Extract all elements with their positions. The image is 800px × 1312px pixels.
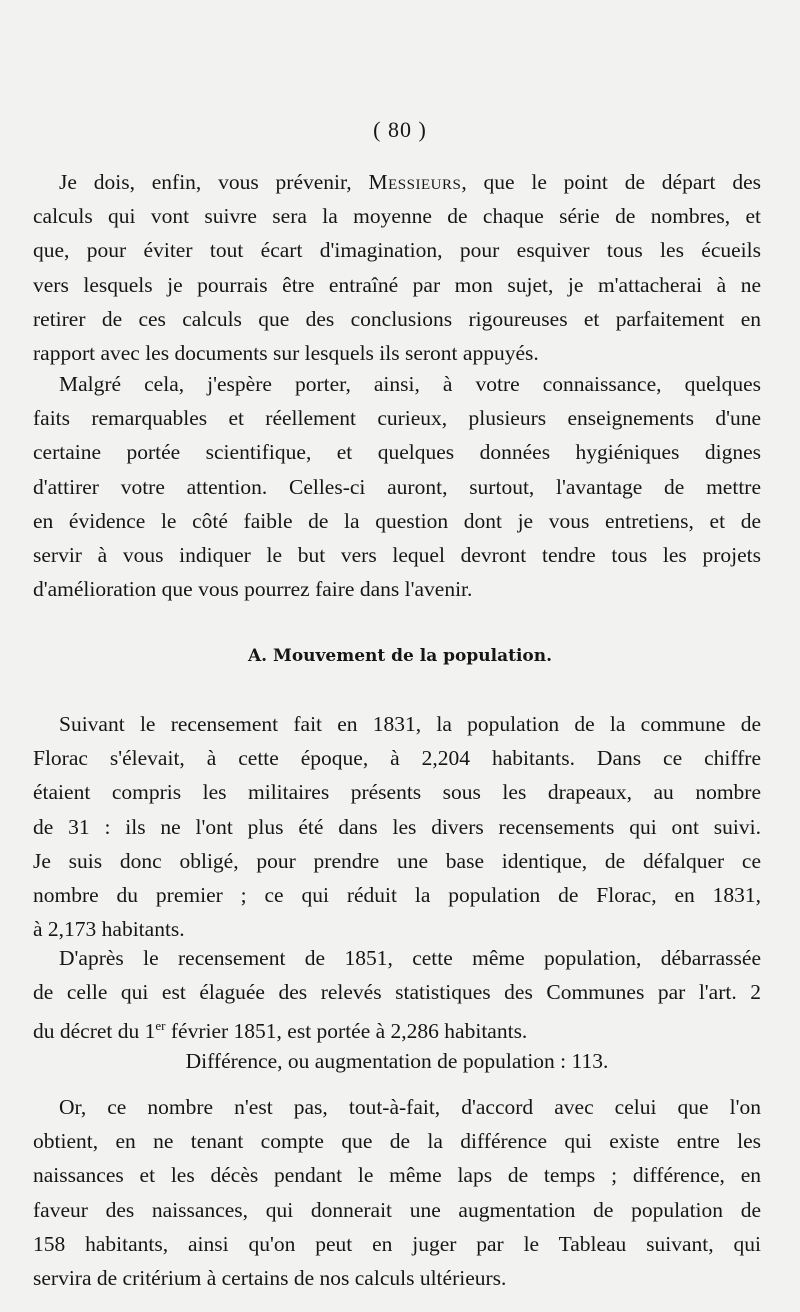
paragraph-3-line-2: Florac s'élevait, à cette époque, à 2,204 habitants. Dans ce chiffre <box>33 746 761 771</box>
paragraph-3-line-5: Je suis donc obligé, pour prendre une base identique, de défalquer ce <box>33 848 761 873</box>
paragraph-2-line-7: d'amélioration que vous pourrez faire dans l'avenir. <box>33 577 473 602</box>
difference-block <box>33 1044 761 1078</box>
superscript-er: er <box>155 1018 166 1034</box>
paragraph-2-line-6: servir à vous indiquer le but vers lequel devront tendre tous les projets <box>33 543 761 568</box>
paragraph-5-line-2: obtient, en ne tenant compte que de la différence qui existe entre les <box>33 1129 761 1154</box>
paragraph-5 <box>33 1090 761 1295</box>
text-fragment: Je dois, enfin, vous prévenir, <box>59 170 369 194</box>
paragraph-3-line-7: à 2,173 habitants. <box>33 917 185 942</box>
paragraph-2-line-2: faits remarquables et réellement curieux, plusieurs enseignements d'une <box>33 406 761 431</box>
paragraph-4-line-2: de celle qui est élaguée des relevés statistiques des Communes par l'art. 2 <box>33 980 761 1005</box>
paragraph-4-line-1: D'après le recensement de 1851, cette même population, débarrassée <box>59 946 761 970</box>
paragraph-1 <box>33 165 761 370</box>
paragraph-1-line-4: vers lesquels je pourrais être entraîné par mon sujet, je m'attacherai à ne <box>33 272 761 297</box>
paragraph-5-line-1: Or, ce nombre n'est pas, tout-à-fait, d'accord avec celui que l'on <box>59 1095 761 1119</box>
paragraph-1-line-3: que, pour éviter tout écart d'imagination, pour esquiver tous les écueils <box>33 238 761 263</box>
paragraph-5-line-4: faveur des naissances, qui donnerait une augmentation de population de <box>33 1197 761 1222</box>
paragraph-5-line-5: 158 habitants, ainsi qu'on peut en juger par le Tableau suivant, qui <box>33 1231 761 1256</box>
page-number: ( 80 ) <box>373 117 427 142</box>
paragraph-3-line-1: Suivant le recensement fait en 1831, la population de la commune de <box>59 712 761 736</box>
paragraph-2-line-1: Malgré cela, j'espère porter, ainsi, à votre connaissance, quelques <box>59 372 761 396</box>
paragraph-2-line-5: en évidence le côté faible de la question dont je vous entretiens, et de <box>33 508 761 533</box>
paragraph-1-line-6: rapport avec les documents sur lesquels ils seront appuyés. <box>33 341 539 366</box>
paragraph-2-line-3: certaine portée scientifique, et quelques données hygiéniques dignes <box>33 440 761 465</box>
paragraph-2-line-4: d'attirer votre attention. Celles-ci auront, surtout, l'avantage de mettre <box>33 474 761 499</box>
paragraph-3-line-4: de 31 : ils ne l'ont plus été dans les divers recensements qui ont suivi. <box>33 814 761 839</box>
paragraph-2 <box>33 367 761 606</box>
paragraph-4 <box>33 941 761 1049</box>
paragraph-1-line-2: calculs qui vont suivre sera la moyenne de chaque série de nombres, et <box>33 204 761 229</box>
paragraph-3-line-3: étaient compris les militaires présents sous les drapeaux, au nombre <box>33 780 761 805</box>
paragraph-3-line-6: nombre du premier ; ce qui réduit la population de Florac, en 1831, <box>33 883 761 908</box>
paragraph-5-line-6: servira de critérium à certains de nos calculs ultérieurs. <box>33 1266 507 1291</box>
text-fragment: février 1851, est portée à 2,286 habitants. <box>165 1019 528 1044</box>
section-heading: A. Mouvement de la population. <box>247 646 553 666</box>
paragraph-4-line-3 <box>33 1009 761 1048</box>
paragraph-3 <box>33 707 761 946</box>
difference-line: Différence, ou augmentation de population : 113. <box>185 1049 609 1073</box>
paragraph-5-line-3: naissances et les décès pendant le même laps de temps ; différence, en <box>33 1163 761 1188</box>
paragraph-1-line-1 <box>33 165 761 199</box>
text-fragment: du décret du 1 <box>33 1019 156 1044</box>
messieurs-smallcaps: Messieurs <box>368 170 462 194</box>
paragraph-1-line-5: retirer de ces calculs que des conclusions rigoureuses et parfaitement en <box>33 306 761 331</box>
text-fragment: , que le point de départ des <box>461 170 761 194</box>
